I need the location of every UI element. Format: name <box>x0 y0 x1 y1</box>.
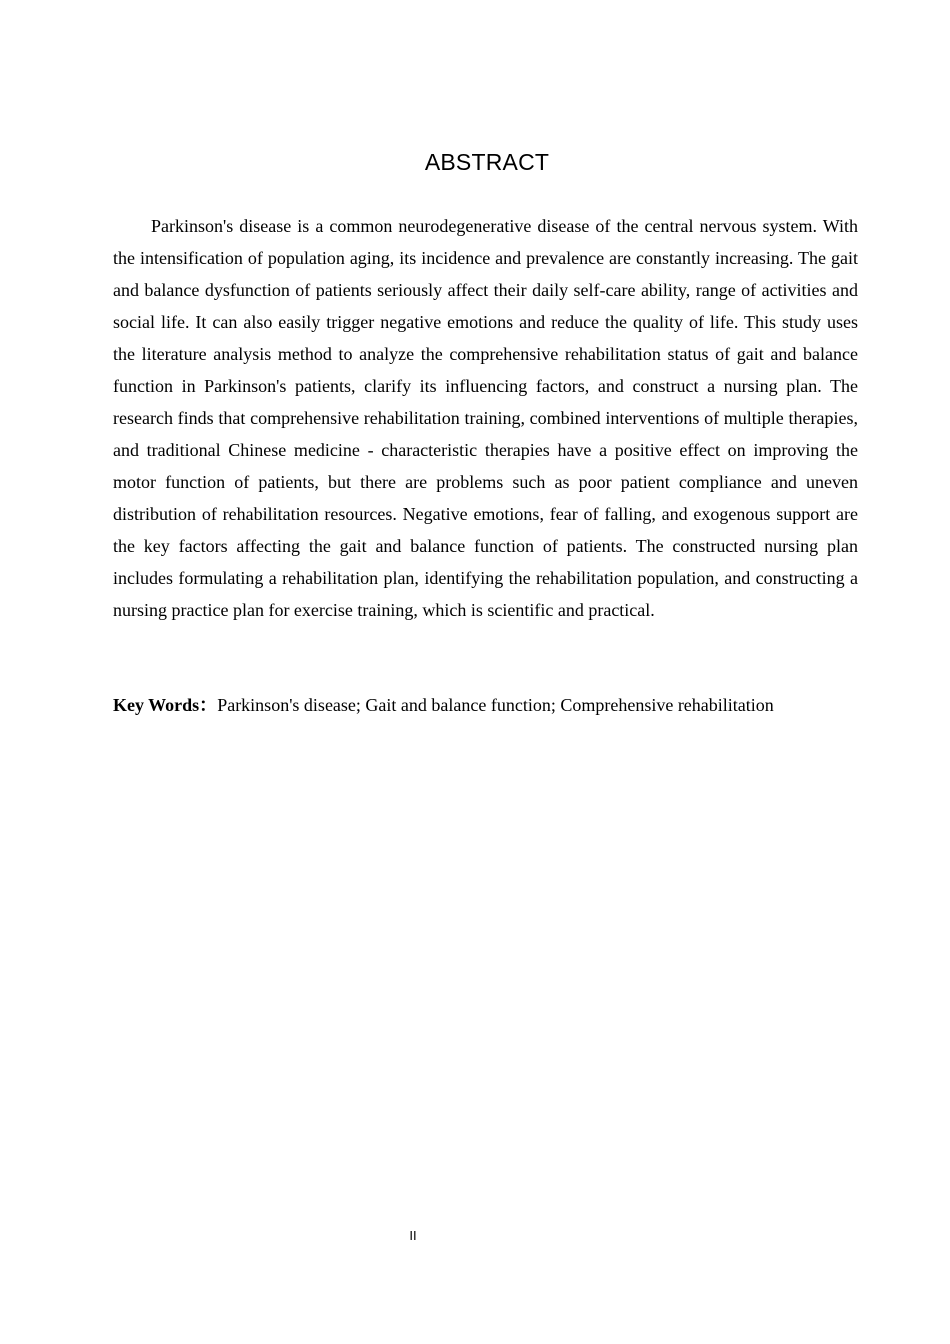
keywords-line <box>113 689 873 721</box>
abstract-body: Parkinson's disease is a common neurodegenerative disease of the central nervous system. With the intensification of population aging, its incidence and prevalence are constantly increasing. The gait and balance dysfunction of patients seriously affect their daily self-care ability, range of activities and social life. It can also easily trigger negative emotions and reduce the quality of life. This study uses the literature analysis method to analyze the comprehensive rehabilitation status of gait and balance function in Parkinson's patients, clarify its influencing factors, and construct a nursing plan. The research finds that comprehensive rehabilitation training, combined interventions of multiple therapies, and traditional Chinese medicine - characteristic therapies have a positive effect on improving the motor function of patients, but there are problems such as poor patient compliance and uneven distribution of rehabilitation resources. Negative emotions, fear of falling, and exogenous support are the key factors affecting the gait and balance function of patients. The constructed nursing plan includes formulating a rehabilitation plan, identifying the rehabilitation population, and constructing a nursing practice plan for exercise training, which is scientific and practical. <box>113 216 858 620</box>
keywords-label: Key Words： <box>113 695 218 715</box>
page-number: II <box>409 1228 417 1243</box>
abstract-title: ABSTRACT <box>424 149 550 175</box>
keywords-text: Parkinson's disease; Gait and balance function; Comprehensive rehabilitation <box>217 695 774 715</box>
